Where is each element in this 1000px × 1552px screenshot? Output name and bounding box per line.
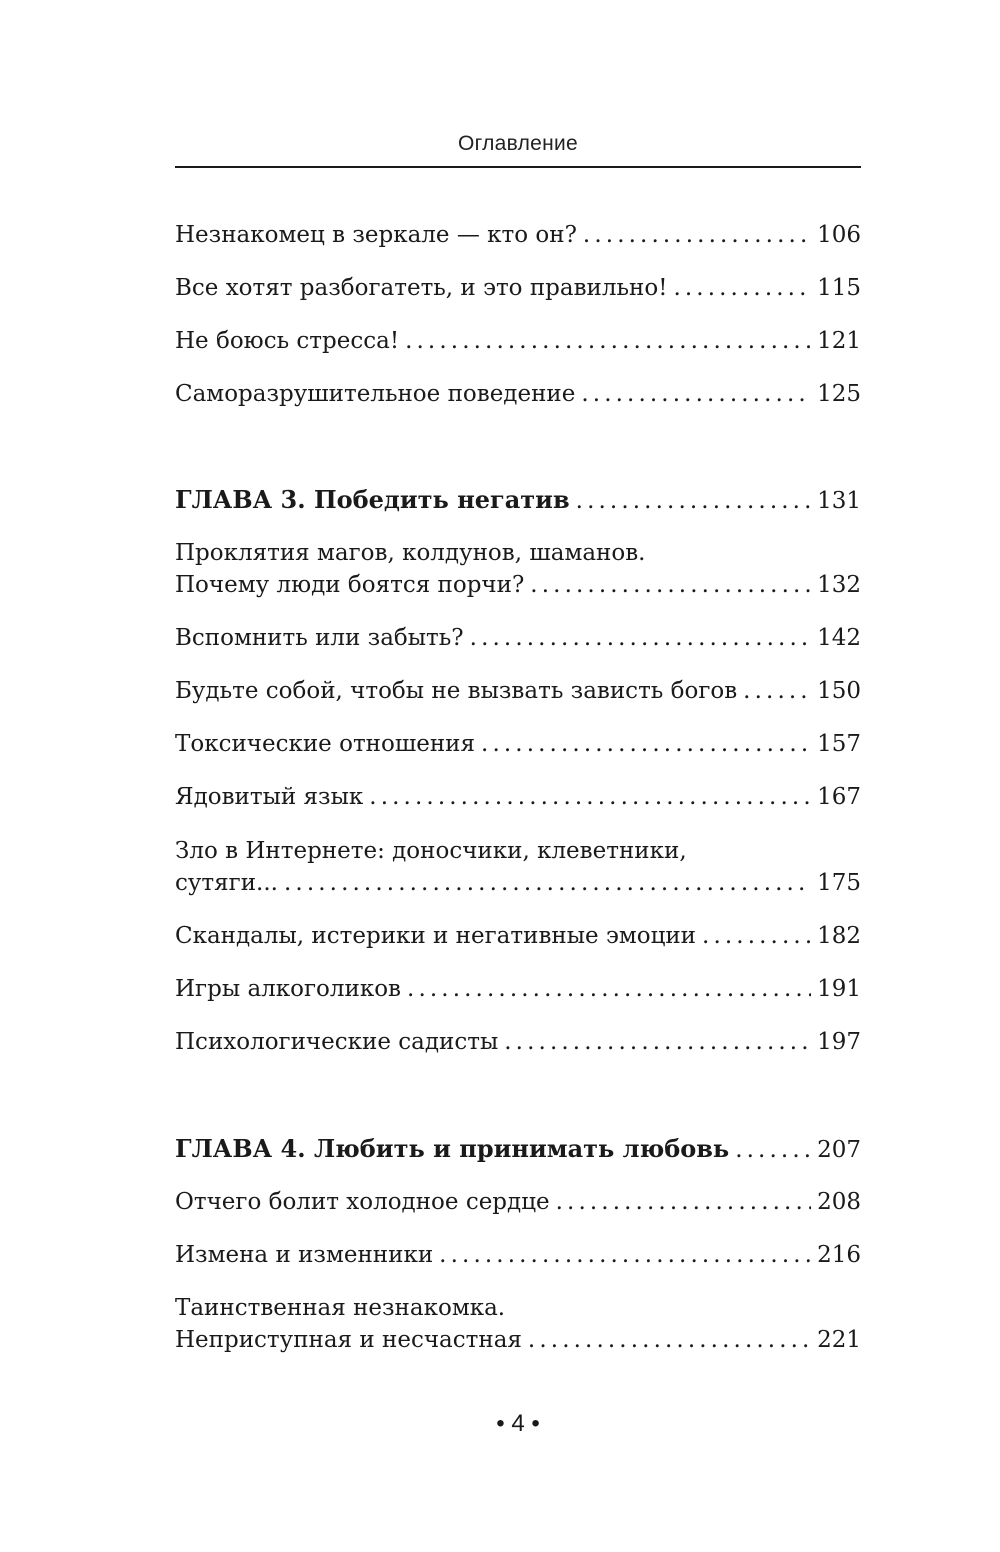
toc-entry-title: Саморазрушительное поведение [175, 381, 576, 407]
toc-entry[interactable] [175, 325, 861, 357]
dot-leader [702, 920, 811, 952]
dot-leader [530, 569, 811, 601]
toc-entry-title: Игры алкоголиков [175, 976, 402, 1002]
toc-entry-page: 191 [817, 976, 861, 1002]
running-title: Оглавление [457, 132, 579, 155]
dot-leader [481, 728, 811, 760]
toc-entry-page: 131 [817, 488, 861, 514]
toc-chapter-title: ГЛАВА 4. Любить и принимать любовь [175, 1134, 730, 1163]
dot-leader [528, 1324, 811, 1356]
dot-leader [284, 867, 811, 899]
toc-entry-title: Все хотят разбогатеть, и это правильно! [175, 275, 668, 301]
toc-entry-title: Токсические отношения [175, 731, 476, 757]
toc-entry[interactable] [175, 1239, 861, 1271]
toc-entry-title: Психологические садисты [175, 1029, 499, 1055]
toc-entry[interactable] [175, 728, 861, 760]
toc-entry[interactable] [175, 920, 861, 952]
toc-entry[interactable] [175, 1026, 861, 1058]
toc-entry-page: 125 [817, 381, 861, 407]
dot-leader [407, 973, 811, 1005]
toc-entry-title: Неприступная и несчастная [175, 1327, 522, 1353]
toc-entry-title: Не боюсь стресса! [175, 328, 400, 354]
toc-entry[interactable] [175, 675, 861, 707]
page-number: • 4 • [496, 1410, 540, 1437]
toc-entry-title: сутяги... [175, 870, 278, 896]
toc-entry-page: 115 [817, 275, 861, 301]
dot-leader [405, 325, 811, 357]
toc-entry-title: Вспомнить или забыть? [175, 625, 464, 651]
toc-entry-page: 150 [817, 678, 861, 704]
toc-entry-title-line1: Таинственная незнакомка. [175, 1295, 506, 1321]
toc-entry-title: Почему люди боятся порчи? [175, 572, 525, 598]
toc-entry-page: 207 [817, 1137, 861, 1163]
toc-entry-title: Незнакомец в зеркале — кто он? [175, 222, 577, 248]
toc-entry-page: 197 [817, 1029, 861, 1055]
toc-entry-page: 216 [817, 1242, 861, 1268]
toc-entry-page: 121 [817, 328, 861, 354]
dot-leader [504, 1026, 811, 1058]
dot-leader [735, 1134, 811, 1166]
toc-entry[interactable] [175, 781, 861, 813]
toc-entry[interactable] [175, 835, 861, 899]
dot-leader [439, 1239, 811, 1271]
toc-entry[interactable] [175, 272, 861, 304]
toc-entry-page: 106 [817, 222, 861, 248]
toc-chapter-4[interactable] [175, 1133, 861, 1166]
dot-leader [673, 272, 811, 304]
toc-entry-title-line1: Проклятия магов, колдунов, шаманов. [175, 540, 646, 566]
toc-entry[interactable] [175, 378, 861, 410]
dot-leader [743, 675, 811, 707]
toc-entry[interactable] [175, 1292, 861, 1356]
toc-chapter-title: ГЛАВА 3. Победить негатив [175, 485, 570, 514]
toc-entry-title: Ядовитый язык [175, 784, 364, 810]
toc-entry[interactable] [175, 973, 861, 1005]
toc-chapter-3[interactable] [175, 484, 861, 517]
toc-entry-title: Отчего болит холодное сердце [175, 1189, 550, 1215]
toc-entry[interactable] [175, 622, 861, 654]
toc-entry[interactable] [175, 1186, 861, 1218]
toc-entry[interactable] [175, 537, 861, 601]
toc-entry-page: 132 [817, 572, 861, 598]
toc-entry-page: 182 [817, 923, 861, 949]
toc-entry-title: Будьте собой, чтобы не вызвать зависть богов [175, 678, 738, 704]
toc-entry-page: 142 [817, 625, 861, 651]
toc-entry-title-line1: Зло в Интернете: доносчики, клеветники, [175, 838, 687, 864]
dot-leader [470, 622, 811, 654]
toc-entry-title: Скандалы, истерики и негативные эмоции [175, 923, 697, 949]
dot-leader [369, 781, 811, 813]
toc-entry[interactable] [175, 219, 861, 251]
dot-leader [576, 485, 811, 517]
header-rule [175, 166, 861, 168]
dot-leader [556, 1186, 812, 1218]
toc-entry-page: 221 [817, 1327, 861, 1353]
dot-leader [583, 219, 811, 251]
toc-entry-page: 157 [817, 731, 861, 757]
toc-entry-page: 167 [817, 784, 861, 810]
toc-entry-title: Измена и изменники [175, 1242, 434, 1268]
toc-entry-page: 208 [817, 1189, 861, 1215]
toc-entry-page: 175 [817, 870, 861, 896]
dot-leader [581, 378, 811, 410]
